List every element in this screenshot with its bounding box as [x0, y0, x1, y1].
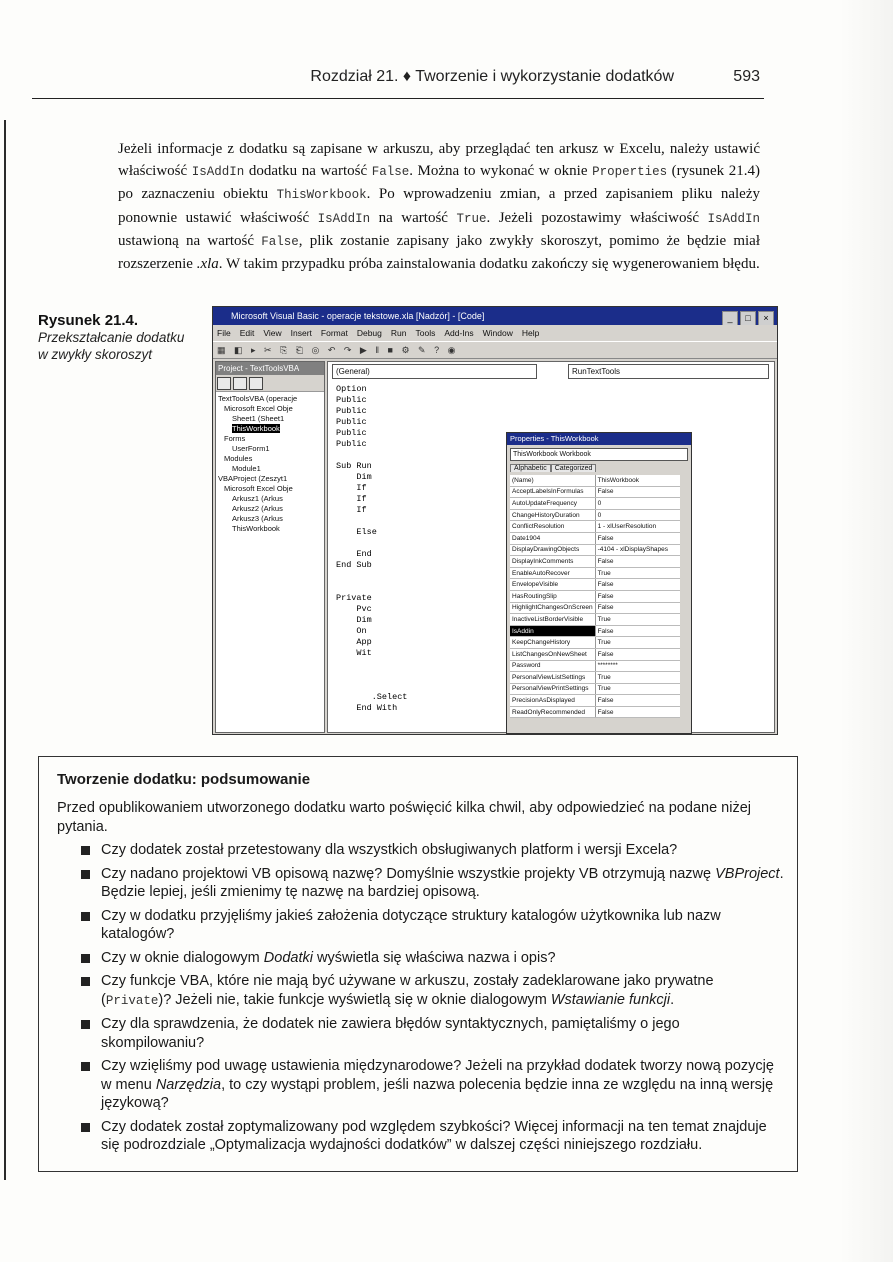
text-run: na wartość [370, 209, 457, 226]
properties-tabs [510, 464, 691, 472]
property-row [510, 498, 680, 510]
property-name: HasRoutingSlip [510, 590, 595, 602]
summary-title: Tworzenie dodatku: podsumowanie [57, 771, 311, 788]
checklist-item [79, 972, 784, 1010]
text-run: . Można to wykonać w oknie [409, 163, 593, 180]
view-code-icon [217, 377, 231, 390]
tree-node-label: Arkusz2 (Arkus [232, 504, 283, 513]
property-value: ******** [595, 660, 680, 672]
code-line: If [336, 494, 367, 504]
property-value: 0 [595, 498, 680, 510]
property-value: 0 [595, 509, 680, 521]
menu-item: Window [482, 328, 513, 338]
property-name: ListChangesOnNewSheet [510, 648, 595, 660]
property-value: True [595, 614, 680, 626]
property-row [510, 590, 680, 602]
tree-node [216, 514, 324, 524]
property-row [510, 602, 680, 614]
property-row [510, 614, 680, 626]
code-line: Dim [336, 472, 372, 482]
code-line [336, 582, 407, 593]
summary-intro: Przed opublikowaniem utworzonego dodatku warto poświęcić kilka chwil, aby odpowiedzieć na podane niżej pytania. [57, 800, 751, 835]
tree-node-label: TextToolsVBA (operacje [218, 394, 298, 403]
text-run: Czy w dodatku przyjęliśmy jakieś założenia dotyczące struktury katalogów użytkownika lub nazw katalogów? [101, 907, 721, 942]
emphasis: Dodatki [263, 949, 313, 966]
code-term: False [371, 165, 410, 180]
tree-node-label: VBAProject (Zeszyt1 [218, 474, 288, 483]
property-name: IsAddin [510, 625, 595, 637]
code-line: End Sub [336, 560, 372, 570]
menu-item: View [263, 328, 282, 338]
menu-item: Edit [239, 328, 255, 338]
property-name: AutoUpdateFrequency [510, 498, 595, 510]
property-name: AcceptLabelsInFormulas [510, 486, 595, 498]
code-line: If [336, 483, 367, 493]
checklist-item [79, 841, 784, 860]
property-value: True [595, 567, 680, 579]
tree-node-label: ThisWorkbook [232, 524, 280, 533]
property-name: PrecisionAsDisplayed [510, 695, 595, 707]
property-value: False [595, 532, 680, 544]
property-name: PersonalViewPrintSettings [510, 683, 595, 695]
property-name: KeepChangeHistory [510, 637, 595, 649]
properties-tab: Alphabetic [510, 464, 551, 472]
tree-node [216, 464, 324, 474]
code-line: .Select [336, 692, 408, 702]
property-value: False [595, 648, 680, 660]
text-run: . [670, 991, 675, 1008]
property-row [510, 579, 680, 591]
menu-item: Format [320, 328, 348, 338]
menu-item: Run [390, 328, 407, 338]
property-value: 1 - xlUserResolution [595, 521, 680, 533]
property-value: False [595, 556, 680, 568]
property-row [510, 532, 680, 544]
code-line [336, 681, 407, 692]
text-run: ustawioną na wartość [118, 232, 262, 249]
text-run: , plik zostanie zapisany jako zwykły skoroszyt, pomimo że będzie miał rozszerzenie [118, 232, 760, 273]
tree-node [216, 404, 324, 414]
tree-node-label: Microsoft Excel Obje [224, 404, 293, 413]
text-run: Czy funkcje VBA, które nie mają być używane w arkuszu, zostały zadeklarowane jako prywatne ( [101, 973, 714, 1008]
emphasis: VBProject [715, 865, 780, 882]
tree-node-label: Arkusz3 (Arkus [232, 514, 283, 523]
code-window [327, 361, 775, 733]
tree-node [216, 454, 324, 464]
emphasis: Wstawianie funkcji [550, 991, 671, 1008]
checklist-item [79, 1057, 784, 1113]
code-line: Public [336, 439, 367, 449]
minimize-icon: _ [722, 311, 738, 325]
property-value: False [595, 602, 680, 614]
property-row [510, 486, 680, 498]
code-line [336, 571, 407, 582]
property-value: True [595, 637, 680, 649]
text-run: . Jeżeli pozostawimy właściwość [486, 209, 708, 226]
tree-node [216, 414, 324, 424]
properties-tab: Categorized [551, 464, 597, 472]
tree-node-label: Forms [224, 434, 246, 443]
property-value: False [595, 486, 680, 498]
running-header [32, 64, 764, 99]
tree-node-label: ThisWorkbook [232, 424, 280, 433]
text-run: Czy dla sprawdzenia, że dodatek nie zawiera błędów syntaktycznych, pamiętaliśmy o jego skompilowaniu? [101, 1016, 680, 1051]
code-term: False [261, 234, 299, 249]
menu-item: Tools [415, 328, 436, 338]
properties-object-select: ThisWorkbook Workbook [510, 448, 688, 461]
code-line [336, 538, 407, 549]
properties-window [506, 432, 692, 734]
figure-number: Rysunek 21.4. [38, 312, 139, 329]
code-line: Public [336, 406, 367, 416]
property-row [510, 683, 680, 695]
text-run: . Po wprowadzeniu zmian, a przed zapisaniem pliku należy ponownie ustawić właściwość [118, 186, 761, 226]
tree-node [216, 444, 324, 454]
property-value: False [595, 706, 680, 718]
checklist-item [79, 1118, 784, 1155]
code-line: End With [336, 703, 398, 713]
property-row [510, 625, 680, 637]
menu-item: File [217, 328, 231, 338]
code-line: Wit [336, 648, 372, 658]
code-line [336, 659, 407, 670]
code-line [336, 516, 407, 527]
figure-caption [38, 312, 188, 363]
code-term: True [456, 211, 487, 226]
text-run: , to czy wystąpi problem, jeśli nazwa polecenia będzie inna ze względu na inną wersję językową? [101, 1076, 774, 1111]
property-value: False [595, 590, 680, 602]
text-run: (rysunek 21.4) po zaznaczeniu obiektu [118, 163, 760, 203]
property-row [510, 660, 680, 672]
property-name: DisplayInkComments [510, 556, 595, 568]
menu-item: Help [521, 328, 540, 338]
text-run: Czy wzięliśmy pod uwagę ustawienia międzynarodowe? Jeżeli na przykład dodatek tworzy nową pozycję w menu [101, 1058, 774, 1093]
code-line: Pvc [336, 604, 372, 614]
code-term: Private [105, 993, 159, 1008]
code-line: Sub Run [336, 461, 372, 471]
code-line: End [336, 549, 372, 559]
view-object-icon [233, 377, 247, 390]
project-explorer-title: Project - TextToolsVBA [216, 362, 324, 375]
toggle-folders-icon [249, 377, 263, 390]
code-term: ThisWorkbook [276, 188, 367, 203]
checklist-item [79, 907, 784, 944]
page-edge-rule [4, 120, 6, 1180]
property-row [510, 509, 680, 521]
code-line: Dim [336, 615, 372, 625]
code-line: Public [336, 417, 367, 427]
property-value: False [595, 579, 680, 591]
tree-node [216, 424, 324, 434]
tree-node-label: UserForm1 [232, 444, 270, 453]
properties-grid [510, 475, 680, 718]
property-name: ReadOnlyRecommended [510, 706, 595, 718]
text-run: Czy nadano projektowi VB opisową nazwę? Domyślnie wszystkie projekty VB otrzymują nazwę [101, 865, 716, 882]
text-run: Czy w oknie dialogowym [101, 949, 264, 966]
tree-node-label: Arkusz1 (Arkus [232, 494, 283, 503]
code-line: If [336, 505, 367, 515]
property-value: False [595, 625, 680, 637]
code-line: Else [336, 527, 377, 537]
property-value: ThisWorkbook [595, 475, 680, 486]
text-run: wyświetla się właściwa nazwa i opis? [312, 949, 556, 966]
tree-node [216, 484, 324, 494]
text-run: dodatku na wartość [244, 163, 372, 180]
text-run: )? Jeżeli nie, takie funkcje wyświetlą się w oknie dialogowym [158, 991, 551, 1008]
menu-item: Insert [290, 328, 312, 338]
code-line: On [336, 626, 367, 636]
maximize-icon: □ [740, 311, 756, 325]
menu-item: Add-Ins [444, 328, 474, 338]
summary-box [38, 756, 798, 1172]
property-value: True [595, 683, 680, 695]
toolbar: ▦ ◧ ▸ ✂ ⎘ ⎗ ◎ ↶ ↷ ▶ ‖ ■ ⚙ ✎ ? ◉ [213, 341, 777, 359]
body-paragraph [118, 138, 760, 275]
tree-node [216, 494, 324, 504]
code-line: App [336, 637, 372, 647]
object-combo: (General) [332, 364, 537, 379]
text-run: Czy dodatek został zoptymalizowany pod względem szybkości? Więcej informacji na ten temat znajduje się podrozdziale „Optymalizacja wydajności dodatków” w dalszej części niniejszego rozdziału. [101, 1118, 767, 1153]
property-name: ChangeHistoryDuration [510, 509, 595, 521]
property-name: PersonalViewListSettings [510, 672, 595, 684]
property-name: InactiveListBorderVisible [510, 614, 595, 626]
checklist-item [79, 949, 784, 968]
tree-node [216, 504, 324, 514]
property-name: HighlightChangesOnScreen [510, 602, 595, 614]
page-number: 593 [733, 68, 760, 85]
tree-node-label: Microsoft Excel Obje [224, 484, 293, 493]
properties-title: Properties - ThisWorkbook [507, 433, 691, 445]
property-row [510, 672, 680, 684]
code-line: Private [336, 593, 372, 603]
code-line: Option [336, 384, 367, 394]
property-row [510, 556, 680, 568]
window-title: Microsoft Visual Basic - operacje tekstowe.xla [Nadzór] - [Code] [231, 311, 485, 321]
property-row [510, 521, 680, 533]
vbe-screenshot [212, 306, 778, 735]
property-name: ConflictResolution [510, 521, 595, 533]
window-buttons [720, 309, 774, 325]
property-name: EnableAutoRecover [510, 567, 595, 579]
chapter-title: Rozdział 21. ♦ Tworzenie i wykorzystanie dodatków [310, 68, 674, 85]
text-run: Jeżeli informacje z dodatku są zapisane w arkuszu, aby przeglądać ten arkusz w Excelu, należy ustawić właściwość [118, 141, 760, 180]
menu-item: Debug [356, 328, 382, 338]
property-row [510, 648, 680, 660]
project-tree [216, 394, 324, 534]
menu-bar [213, 325, 777, 341]
property-value: -4104 - xlDisplayShapes [595, 544, 680, 556]
property-row [510, 544, 680, 556]
procedure-combo: RunTextTools [568, 364, 769, 379]
tree-node [216, 524, 324, 534]
property-name: Date1904 [510, 532, 595, 544]
code-line: Public [336, 395, 367, 405]
property-value: False [595, 695, 680, 707]
property-name: EnvelopeVisible [510, 579, 595, 591]
text-run: Czy dodatek został przetestowany dla wszystkich obsługiwanych platform i wersji Excela? [101, 842, 678, 858]
property-name: (Name) [510, 475, 595, 486]
tree-node [216, 474, 324, 484]
property-row [510, 695, 680, 707]
summary-checklist [79, 841, 784, 1160]
tree-node [216, 434, 324, 444]
code-term: Properties [592, 165, 668, 180]
figure-title: Przekształcanie dodatku w zwykły skoroszyt [38, 330, 185, 362]
code-term: IsAddIn [317, 211, 371, 226]
property-value: True [595, 672, 680, 684]
project-explorer [215, 361, 325, 733]
text-run: . W takim przypadku próba zainstalowania dodatku zakończy się wygenerowaniem błędu. [218, 256, 760, 273]
property-row [510, 706, 680, 718]
property-row [510, 637, 680, 649]
property-name: Password [510, 660, 595, 672]
code-term: IsAddIn [191, 165, 245, 180]
code-lines [336, 384, 407, 714]
tree-node-label: Module1 [232, 464, 261, 473]
tree-node-label: Modules [224, 454, 253, 463]
emphasis: .xla [196, 256, 219, 273]
property-row [510, 475, 680, 486]
checklist-item [79, 1015, 784, 1052]
close-icon: × [758, 311, 774, 325]
checklist-item [79, 865, 784, 902]
code-line [336, 670, 407, 681]
page-shadow [840, 0, 893, 1262]
tree-node-label: Sheet1 (Sheet1 [232, 414, 285, 423]
text-run: . Będzie lepiej, jeśli zmienimy tę nazwę na bardziej opisową. [101, 865, 784, 900]
code-line: Public [336, 428, 367, 438]
code-term: IsAddIn [707, 211, 760, 226]
window-titlebar [213, 307, 777, 325]
tree-node [216, 394, 324, 404]
emphasis: Narzędzia [155, 1076, 222, 1093]
property-name: DisplayDrawingObjects [510, 544, 595, 556]
property-row [510, 567, 680, 579]
project-explorer-buttons [216, 375, 324, 392]
code-line [336, 450, 407, 461]
